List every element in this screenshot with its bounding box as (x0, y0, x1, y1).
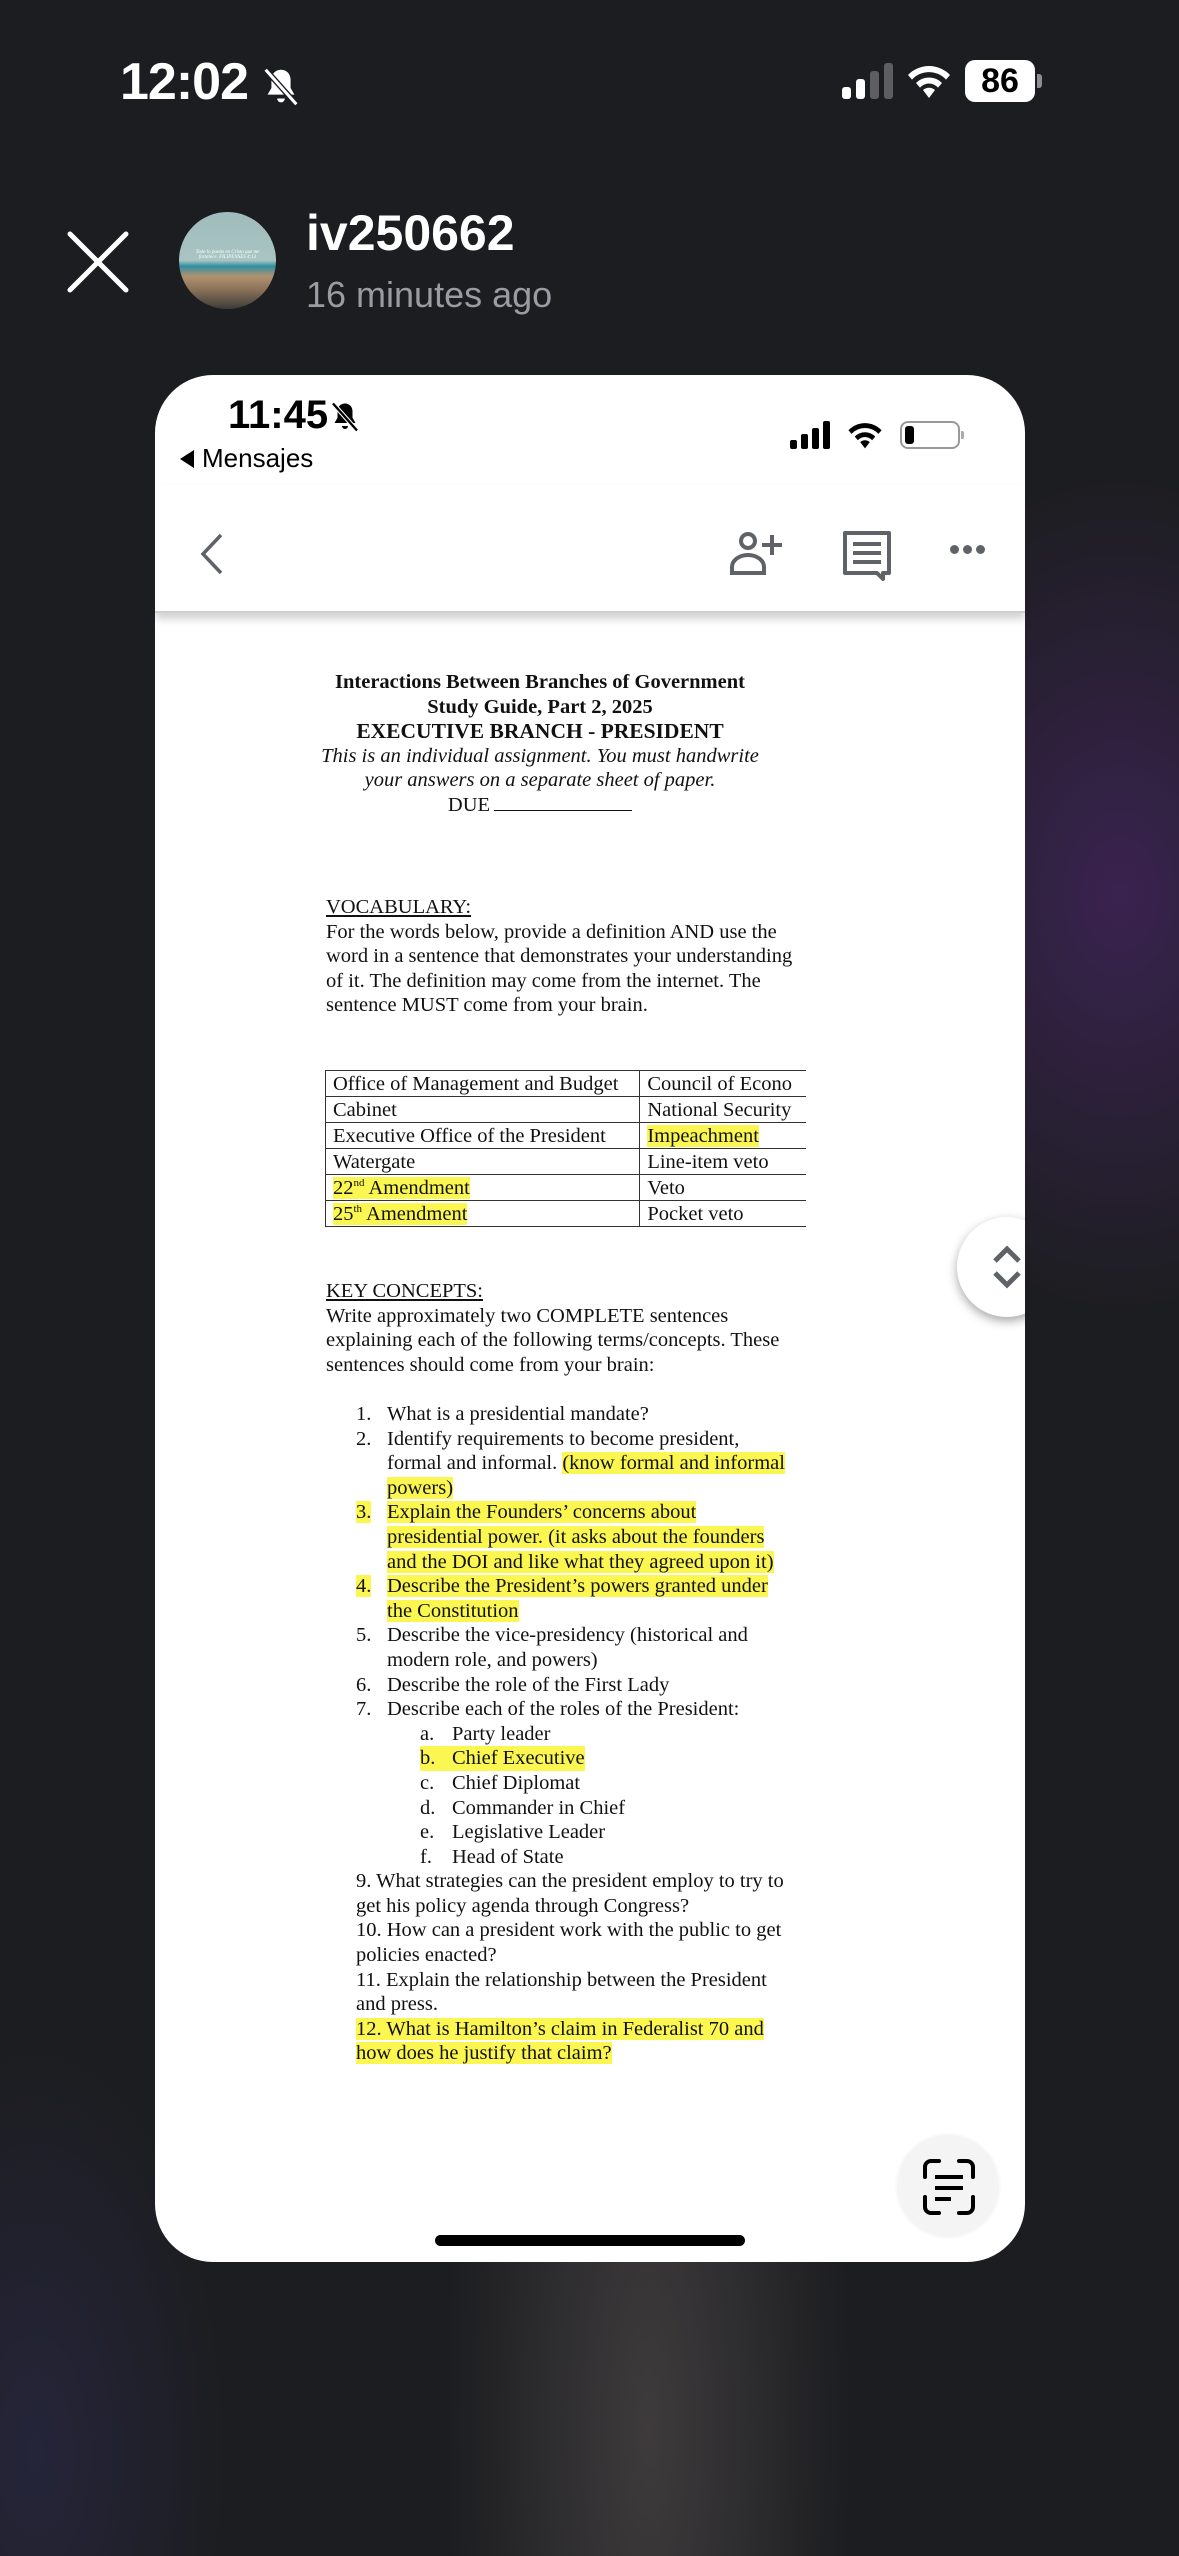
text-scan-icon (919, 2157, 979, 2217)
status-time: 12:02 (120, 53, 248, 111)
close-icon[interactable] (62, 226, 134, 298)
role-item: d. Commander in Chief (420, 1796, 626, 1819)
vocab-term: National Security (647, 1098, 792, 1121)
doc-toolbar (155, 485, 1025, 613)
doc-instructions: This is an individual assignment. You must handwrite your answers on a separate sheet of paper. (321, 744, 759, 792)
back-triangle-icon (180, 450, 194, 468)
due-label: DUE (447, 793, 491, 816)
list-item: 2. Identify requirements to become president, formal and informal. (know formal and informal powers) (356, 1427, 785, 1499)
question-list (356, 1402, 796, 2066)
vocab-term-highlighted: 25th Amendment (333, 1202, 468, 1225)
role-item: f. Head of State (420, 1845, 564, 1868)
role-item: c. Chief Diplomat (420, 1771, 581, 1794)
table-row (326, 1149, 807, 1175)
role-item-highlighted: b. Chief Executive (420, 1747, 585, 1770)
shared-screenshot (155, 375, 1025, 2262)
table-row (326, 1123, 807, 1149)
status-indicators (842, 60, 1042, 102)
vocab-term: Cabinet (333, 1098, 397, 1121)
list-item: 7. Describe each of the roles of the President: (356, 1698, 740, 1721)
due-line (305, 793, 775, 818)
vocab-term: Line-item veto (647, 1150, 769, 1173)
list-item-highlighted: 4. Describe the President’s powers granted under the Constitution (356, 1575, 768, 1622)
role-item: e. Legislative Leader (420, 1821, 606, 1844)
role-item: a. Party leader (420, 1722, 551, 1745)
home-indicator[interactable] (435, 2235, 745, 2246)
doc-title: Interactions Between Branches of Government (335, 671, 745, 693)
vocab-term: Watergate (333, 1150, 416, 1173)
more-horizontal-icon[interactable] (950, 545, 985, 554)
vocab-term: Veto (647, 1176, 685, 1199)
key-concepts-heading: KEY CONCEPTS: (326, 1280, 483, 1302)
vocabulary-table (325, 1070, 806, 1227)
bell-slash-icon (258, 64, 304, 110)
document-header (305, 670, 775, 818)
doc-section: EXECUTIVE BRANCH - PRESIDENT (356, 719, 724, 744)
highlighted-note: (know formal and informal powers) (387, 1452, 785, 1499)
username[interactable]: iv250662 (306, 205, 515, 261)
vocab-term: Pocket veto (647, 1202, 744, 1225)
list-item: 1. What is a presidential mandate? (356, 1403, 649, 1425)
person-add-icon[interactable] (728, 529, 784, 577)
vocab-term-highlighted: Impeachment (647, 1124, 759, 1147)
vocab-term: Executive Office of the President (333, 1124, 606, 1147)
wifi-icon (846, 420, 884, 450)
live-text-button[interactable] (895, 2133, 1001, 2239)
chevron-up-down-icon (981, 1239, 1025, 1295)
list-item: 6. Describe the role of the First Lady (356, 1673, 670, 1696)
vocab-term: Office of Management and Budget (333, 1072, 619, 1095)
back-to-messages[interactable] (180, 443, 313, 474)
post-time: 16 minutes ago (306, 274, 553, 315)
list-item-highlighted: 3. Explain the Founders’ concerns about presidential power. (it asks about the founders and the DOI and like what they agreed upon it) (356, 1501, 774, 1573)
inner-status-time: 11:45 (228, 393, 329, 437)
list-item: 5. Describe the vice-presidency (historical and modern role, and powers) (356, 1624, 748, 1671)
vocab-term: Council of Econo (647, 1072, 792, 1095)
list-item: 11. Explain the relationship between the President and press. (356, 1968, 767, 2016)
chevron-left-icon[interactable] (197, 531, 227, 577)
vocabulary-heading: VOCABULARY: (326, 896, 472, 918)
table-row (326, 1071, 807, 1097)
battery-icon (900, 421, 960, 449)
list-item: 9. What strategies can the president employ to try to get his policy agenda through Congress? (356, 1870, 784, 1917)
battery-percent: 86 (965, 60, 1035, 102)
vocabulary-section (326, 895, 796, 1018)
table-row (326, 1201, 807, 1227)
key-concepts-description: Write approximately two COMPLETE sentences explaining each of the following terms/concepts. These sentences should come from your brain: (326, 1304, 780, 1376)
table-row (326, 1175, 807, 1201)
vocabulary-description: For the words below, provide a definition AND use the word in a sentence that demonstrates your understanding of it. The definition may come from the internet. The sentence MUST come from your brain. (326, 920, 793, 1017)
comment-icon[interactable] (841, 529, 893, 581)
signal-icon (842, 63, 893, 99)
back-label: Mensajes (202, 443, 314, 473)
avatar[interactable] (179, 212, 276, 309)
wifi-icon (905, 62, 953, 100)
list-item: 10. How can a president work with the public to get policies enacted? (356, 1919, 782, 1967)
doc-subtitle: Study Guide, Part 2, 2025 (427, 695, 653, 718)
avatar-caption: Todo lo puedo en Cristo que me fortalece. FILIPENSES 4:13 (195, 250, 260, 260)
bell-slash-icon (327, 399, 363, 435)
signal-icon (790, 421, 830, 449)
battery-indicator (965, 60, 1042, 102)
table-row (326, 1097, 807, 1123)
inner-status-indicators (790, 420, 960, 450)
vocab-term-highlighted: 22nd Amendment (333, 1176, 470, 1199)
key-concepts-section (326, 1279, 806, 1377)
page-scroll-button[interactable] (957, 1217, 1025, 1317)
list-item-highlighted: 12. What is Hamilton’s claim in Federalist 70 and how does he justify that claim? (356, 2017, 764, 2065)
